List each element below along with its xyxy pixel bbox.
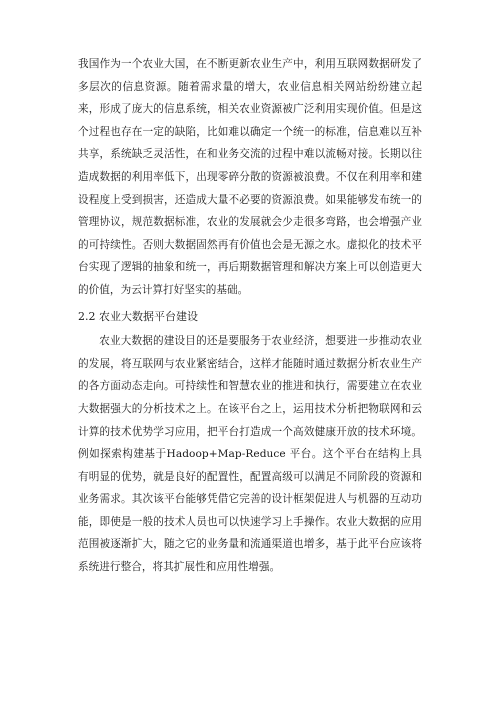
- document-page: [78, 53, 422, 579]
- paragraph-info-resources: 我国作为一个农业大国，在不断更新农业生产中，利用互联网数据研发了多层次的信息资源。随着需求量的增大，农业信息相关网站纷纷建立起来，形成了庞大的信息系统，相关农业资源被广泛利用实现价值。但是这个过程也存在一定的缺陷，比如难以确定一个统一的标准，信息难以互补共享，系统缺乏灵活性，在和业务交流的过程中难以流畅对接。长期以往造成数据的利用率低下，出现零碎分散的资源被浪费。不仅在利用率和建设程度上受到损害，还造成大量不必要的资源浪费。如果能够发布统一的管理协议，规范数据标准，农业的发展就会少走很多弯路，也会增强产业的可持续性。否则大数据固然再有价值也会是无源之水。虚拟化的技术平台实现了逻辑的抽象和统一，再后期数据管理和解决方案上可以创造更大的价值，为云计算打好坚实的基础。: [78, 58, 422, 296]
- paragraph-platform-construction: 农业大数据的建设目的还是要服务于农业经济，想要进一步推动农业的发展，将互联网与农业紧密结合，这样才能随时通过数据分析农业生产的各方面动态走向。可持续性和智慧农业的推进和执行，需要建立在农业大数据强大的分析技术之上。在该平台之上，运用技术分析把物联网和云计算的技术优势学习应用，把平台打造成一个高效健康开放的技术环境。例如探索构建基于Hadoop+Map-Reduce 平台。这个平台在结构上具有明显的优势，就是良好的配置性，配置高级可以满足不同阶段的资源和业务需求。其次该平台能够凭借它完善的设计框架促进人与机器的互动功能，即使是一般的技术人员也可以快速学习上手操作。农业大数据的应用范围被逐渐扩大，随之它的业务量和流通渠道也增多，基于此平台应该将系统进行整合，将其扩展性和应用性增强。: [78, 335, 422, 574]
- section-heading-platform-construction: 2.2 农业大数据平台建设: [78, 309, 198, 323]
